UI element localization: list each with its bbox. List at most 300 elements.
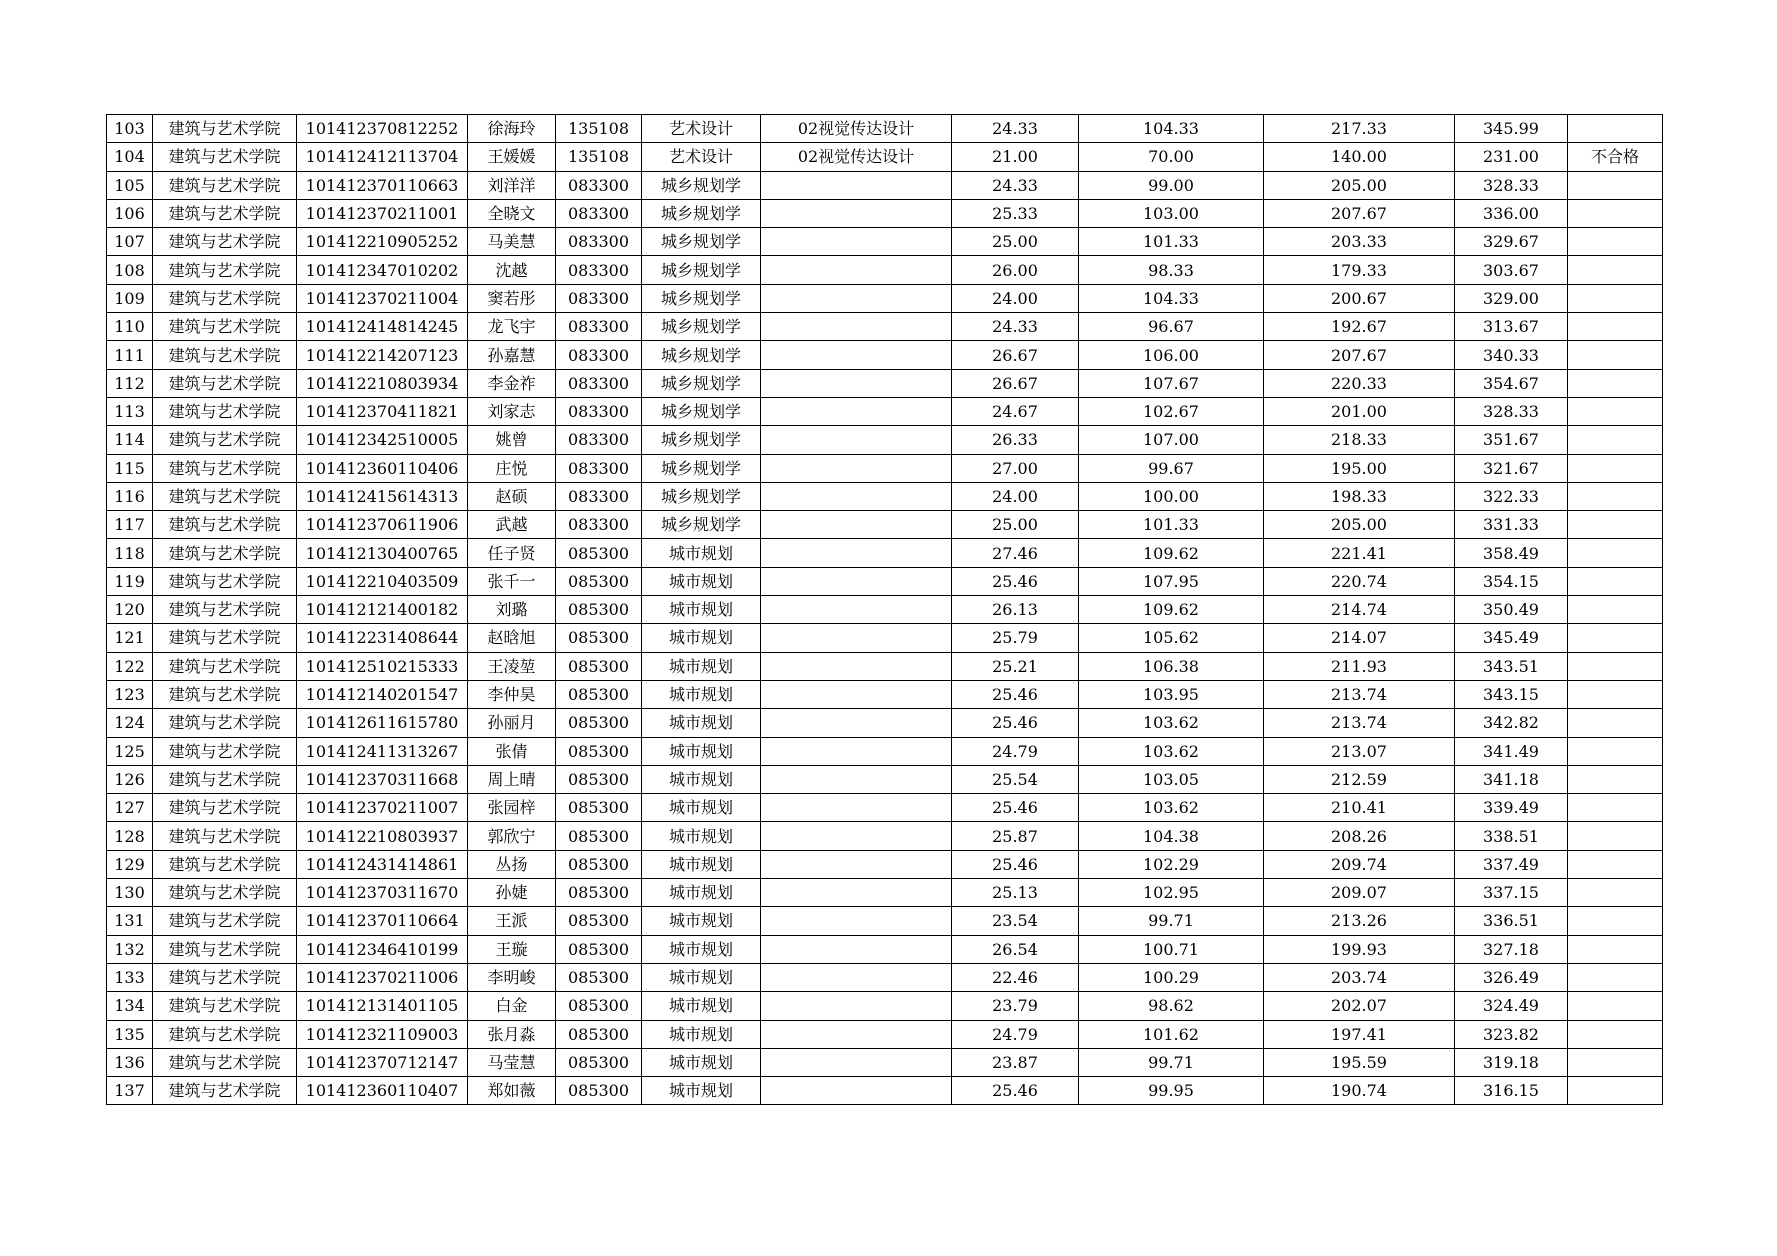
total-score-cell: 358.49 (1455, 539, 1568, 567)
score-2-cell: 99.95 (1079, 1077, 1264, 1105)
exam-id-cell: 101412414814245 (297, 313, 468, 341)
college-cell: 建筑与艺术学院 (153, 822, 297, 850)
score-3-cell: 198.33 (1264, 482, 1455, 510)
major-code-cell: 085300 (556, 652, 642, 680)
score-2-cell: 103.05 (1079, 765, 1264, 793)
name-cell: 刘洋洋 (468, 171, 556, 199)
table-row (107, 228, 1663, 256)
score-1-cell: 25.46 (952, 794, 1079, 822)
research-direction-cell (761, 794, 952, 822)
college-cell: 建筑与艺术学院 (153, 1020, 297, 1048)
major-name-cell: 城乡规划学 (642, 369, 761, 397)
score-3-cell: 220.33 (1264, 369, 1455, 397)
row-number-cell: 108 (107, 256, 153, 284)
exam-id-cell: 101412370211006 (297, 963, 468, 991)
table-row (107, 567, 1663, 595)
major-code-cell: 085300 (556, 596, 642, 624)
name-cell: 窦若彤 (468, 284, 556, 312)
score-2-cell: 96.67 (1079, 313, 1264, 341)
major-code-cell: 085300 (556, 794, 642, 822)
exam-id-cell: 101412360110406 (297, 454, 468, 482)
research-direction-cell: 02视觉传达设计 (761, 143, 952, 171)
score-2-cell: 101.33 (1079, 228, 1264, 256)
score-1-cell: 26.54 (952, 935, 1079, 963)
score-3-cell: 209.74 (1264, 850, 1455, 878)
total-score-cell: 341.49 (1455, 737, 1568, 765)
total-score-cell: 354.15 (1455, 567, 1568, 595)
row-number-cell: 111 (107, 341, 153, 369)
total-score-cell: 321.67 (1455, 454, 1568, 482)
remark-cell (1568, 341, 1663, 369)
name-cell: 庄悦 (468, 454, 556, 482)
total-score-cell: 337.15 (1455, 879, 1568, 907)
row-number-cell: 105 (107, 171, 153, 199)
major-code-cell: 085300 (556, 822, 642, 850)
total-score-cell: 331.33 (1455, 511, 1568, 539)
total-score-cell: 329.67 (1455, 228, 1568, 256)
major-name-cell: 城乡规划学 (642, 454, 761, 482)
major-code-cell: 135108 (556, 143, 642, 171)
exam-id-cell: 101412510215333 (297, 652, 468, 680)
college-cell: 建筑与艺术学院 (153, 171, 297, 199)
exam-id-cell: 101412131401105 (297, 992, 468, 1020)
major-name-cell: 城市规划 (642, 709, 761, 737)
score-2-cell: 109.62 (1079, 596, 1264, 624)
research-direction-cell (761, 228, 952, 256)
major-code-cell: 083300 (556, 511, 642, 539)
score-1-cell: 25.46 (952, 680, 1079, 708)
table-row (107, 680, 1663, 708)
major-name-cell: 城市规划 (642, 963, 761, 991)
total-score-cell: 231.00 (1455, 143, 1568, 171)
research-direction-cell (761, 511, 952, 539)
score-3-cell: 211.93 (1264, 652, 1455, 680)
table-row (107, 963, 1663, 991)
remark-cell (1568, 1077, 1663, 1105)
exam-id-cell: 101412231408644 (297, 624, 468, 652)
total-score-cell: 319.18 (1455, 1048, 1568, 1076)
major-name-cell: 城乡规划学 (642, 228, 761, 256)
total-score-cell: 328.33 (1455, 171, 1568, 199)
exam-id-cell: 101412412113704 (297, 143, 468, 171)
table-row (107, 454, 1663, 482)
remark-cell (1568, 539, 1663, 567)
score-table (106, 114, 1663, 1105)
score-1-cell: 23.87 (952, 1048, 1079, 1076)
score-2-cell: 103.62 (1079, 709, 1264, 737)
research-direction-cell (761, 596, 952, 624)
research-direction-cell (761, 369, 952, 397)
total-score-cell: 303.67 (1455, 256, 1568, 284)
score-2-cell: 102.29 (1079, 850, 1264, 878)
major-name-cell: 城市规划 (642, 624, 761, 652)
name-cell: 孙婕 (468, 879, 556, 907)
score-1-cell: 26.33 (952, 426, 1079, 454)
score-3-cell: 213.26 (1264, 907, 1455, 935)
row-number-cell: 119 (107, 567, 153, 595)
score-2-cell: 70.00 (1079, 143, 1264, 171)
name-cell: 周上晴 (468, 765, 556, 793)
major-name-cell: 城乡规划学 (642, 482, 761, 510)
score-2-cell: 100.29 (1079, 963, 1264, 991)
name-cell: 沈越 (468, 256, 556, 284)
total-score-cell: 342.82 (1455, 709, 1568, 737)
college-cell: 建筑与艺术学院 (153, 935, 297, 963)
row-number-cell: 110 (107, 313, 153, 341)
total-score-cell: 329.00 (1455, 284, 1568, 312)
name-cell: 武越 (468, 511, 556, 539)
college-cell: 建筑与艺术学院 (153, 624, 297, 652)
score-1-cell: 25.87 (952, 822, 1079, 850)
total-score-cell: 336.51 (1455, 907, 1568, 935)
name-cell: 马莹慧 (468, 1048, 556, 1076)
college-cell: 建筑与艺术学院 (153, 992, 297, 1020)
score-2-cell: 109.62 (1079, 539, 1264, 567)
name-cell: 李明峻 (468, 963, 556, 991)
table-row (107, 850, 1663, 878)
table-row (107, 341, 1663, 369)
name-cell: 姚曾 (468, 426, 556, 454)
score-2-cell: 98.33 (1079, 256, 1264, 284)
major-name-cell: 城乡规划学 (642, 171, 761, 199)
score-2-cell: 98.62 (1079, 992, 1264, 1020)
score-1-cell: 26.13 (952, 596, 1079, 624)
college-cell: 建筑与艺术学院 (153, 284, 297, 312)
major-code-cell: 083300 (556, 171, 642, 199)
college-cell: 建筑与艺术学院 (153, 850, 297, 878)
score-2-cell: 104.33 (1079, 115, 1264, 143)
score-1-cell: 21.00 (952, 143, 1079, 171)
exam-id-cell: 101412370812252 (297, 115, 468, 143)
major-name-cell: 城市规划 (642, 850, 761, 878)
score-2-cell: 104.38 (1079, 822, 1264, 850)
major-code-cell: 083300 (556, 228, 642, 256)
name-cell: 赵晗旭 (468, 624, 556, 652)
score-2-cell: 104.33 (1079, 284, 1264, 312)
remark-cell (1568, 482, 1663, 510)
major-code-cell: 083300 (556, 341, 642, 369)
remark-cell (1568, 511, 1663, 539)
score-3-cell: 140.00 (1264, 143, 1455, 171)
table-body (107, 115, 1663, 1105)
score-3-cell: 203.74 (1264, 963, 1455, 991)
name-cell: 王璇 (468, 935, 556, 963)
major-name-cell: 城市规划 (642, 1020, 761, 1048)
score-1-cell: 25.46 (952, 1077, 1079, 1105)
score-3-cell: 190.74 (1264, 1077, 1455, 1105)
name-cell: 徐海玲 (468, 115, 556, 143)
table-row (107, 397, 1663, 425)
table-row (107, 511, 1663, 539)
row-number-cell: 115 (107, 454, 153, 482)
remark-cell (1568, 426, 1663, 454)
score-3-cell: 220.74 (1264, 567, 1455, 595)
research-direction-cell (761, 992, 952, 1020)
table-row (107, 822, 1663, 850)
major-name-cell: 艺术设计 (642, 143, 761, 171)
name-cell: 丛扬 (468, 850, 556, 878)
name-cell: 李仲昊 (468, 680, 556, 708)
score-2-cell: 107.00 (1079, 426, 1264, 454)
exam-id-cell: 101412130400765 (297, 539, 468, 567)
exam-id-cell: 101412370311668 (297, 765, 468, 793)
research-direction-cell (761, 454, 952, 482)
remark-cell (1568, 397, 1663, 425)
row-number-cell: 120 (107, 596, 153, 624)
remark-cell (1568, 567, 1663, 595)
remark-cell (1568, 737, 1663, 765)
row-number-cell: 123 (107, 680, 153, 708)
research-direction-cell (761, 1048, 952, 1076)
total-score-cell: 351.67 (1455, 426, 1568, 454)
name-cell: 张倩 (468, 737, 556, 765)
score-3-cell: 217.33 (1264, 115, 1455, 143)
exam-id-cell: 101412121400182 (297, 596, 468, 624)
score-3-cell: 195.00 (1264, 454, 1455, 482)
total-score-cell: 345.49 (1455, 624, 1568, 652)
major-name-cell: 城乡规划学 (642, 313, 761, 341)
table-row (107, 992, 1663, 1020)
table-row (107, 596, 1663, 624)
table-row (107, 284, 1663, 312)
major-code-cell: 085300 (556, 624, 642, 652)
row-number-cell: 135 (107, 1020, 153, 1048)
name-cell: 龙飞宇 (468, 313, 556, 341)
major-code-cell: 083300 (556, 426, 642, 454)
exam-id-cell: 101412431414861 (297, 850, 468, 878)
major-name-cell: 城市规划 (642, 794, 761, 822)
score-1-cell: 27.00 (952, 454, 1079, 482)
major-name-cell: 城乡规划学 (642, 284, 761, 312)
table-row (107, 765, 1663, 793)
major-name-cell: 城市规划 (642, 822, 761, 850)
score-1-cell: 24.00 (952, 284, 1079, 312)
name-cell: 孙嘉慧 (468, 341, 556, 369)
table-row (107, 794, 1663, 822)
research-direction-cell (761, 199, 952, 227)
exam-id-cell: 101412370411821 (297, 397, 468, 425)
score-1-cell: 23.79 (952, 992, 1079, 1020)
college-cell: 建筑与艺术学院 (153, 341, 297, 369)
score-3-cell: 213.74 (1264, 680, 1455, 708)
college-cell: 建筑与艺术学院 (153, 115, 297, 143)
research-direction-cell (761, 1077, 952, 1105)
score-2-cell: 99.71 (1079, 1048, 1264, 1076)
table-row (107, 171, 1663, 199)
table-row (107, 426, 1663, 454)
college-cell: 建筑与艺术学院 (153, 397, 297, 425)
score-1-cell: 23.54 (952, 907, 1079, 935)
score-3-cell: 213.07 (1264, 737, 1455, 765)
score-3-cell: 212.59 (1264, 765, 1455, 793)
score-1-cell: 25.46 (952, 850, 1079, 878)
exam-id-cell: 101412210403509 (297, 567, 468, 595)
college-cell: 建筑与艺术学院 (153, 313, 297, 341)
row-number-cell: 126 (107, 765, 153, 793)
research-direction-cell (761, 907, 952, 935)
table-row (107, 539, 1663, 567)
major-code-cell: 083300 (556, 454, 642, 482)
name-cell: 孙丽月 (468, 709, 556, 737)
college-cell: 建筑与艺术学院 (153, 482, 297, 510)
table-row (107, 907, 1663, 935)
major-name-cell: 艺术设计 (642, 115, 761, 143)
major-code-cell: 083300 (556, 284, 642, 312)
table-row (107, 143, 1663, 171)
remark-cell (1568, 284, 1663, 312)
major-name-cell: 城市规划 (642, 737, 761, 765)
row-number-cell: 122 (107, 652, 153, 680)
score-1-cell: 24.33 (952, 171, 1079, 199)
college-cell: 建筑与艺术学院 (153, 228, 297, 256)
row-number-cell: 121 (107, 624, 153, 652)
remark-cell (1568, 1020, 1663, 1048)
table-row (107, 737, 1663, 765)
exam-id-cell: 101412210803934 (297, 369, 468, 397)
total-score-cell: 323.82 (1455, 1020, 1568, 1048)
score-1-cell: 25.00 (952, 228, 1079, 256)
row-number-cell: 113 (107, 397, 153, 425)
exam-id-cell: 101412321109003 (297, 1020, 468, 1048)
exam-id-cell: 101412370110664 (297, 907, 468, 935)
remark-cell (1568, 624, 1663, 652)
name-cell: 郑如薇 (468, 1077, 556, 1105)
score-1-cell: 24.00 (952, 482, 1079, 510)
exam-id-cell: 101412342510005 (297, 426, 468, 454)
row-number-cell: 129 (107, 850, 153, 878)
college-cell: 建筑与艺术学院 (153, 511, 297, 539)
remark-cell (1568, 935, 1663, 963)
major-code-cell: 085300 (556, 709, 642, 737)
major-code-cell: 083300 (556, 313, 642, 341)
research-direction-cell (761, 879, 952, 907)
remark-cell (1568, 765, 1663, 793)
score-2-cell: 103.95 (1079, 680, 1264, 708)
table-row (107, 115, 1663, 143)
remark-cell (1568, 794, 1663, 822)
research-direction-cell (761, 652, 952, 680)
score-3-cell: 207.67 (1264, 341, 1455, 369)
research-direction-cell (761, 624, 952, 652)
score-3-cell: 221.41 (1264, 539, 1455, 567)
major-code-cell: 083300 (556, 482, 642, 510)
name-cell: 王派 (468, 907, 556, 935)
total-score-cell: 354.67 (1455, 369, 1568, 397)
score-2-cell: 101.62 (1079, 1020, 1264, 1048)
score-1-cell: 24.79 (952, 1020, 1079, 1048)
major-name-cell: 城乡规划学 (642, 256, 761, 284)
row-number-cell: 118 (107, 539, 153, 567)
remark-cell (1568, 879, 1663, 907)
total-score-cell: 336.00 (1455, 199, 1568, 227)
score-1-cell: 25.00 (952, 511, 1079, 539)
name-cell: 刘璐 (468, 596, 556, 624)
score-2-cell: 105.62 (1079, 624, 1264, 652)
major-code-cell: 085300 (556, 765, 642, 793)
name-cell: 王媛媛 (468, 143, 556, 171)
score-2-cell: 102.95 (1079, 879, 1264, 907)
college-cell: 建筑与艺术学院 (153, 652, 297, 680)
total-score-cell: 322.33 (1455, 482, 1568, 510)
research-direction-cell (761, 680, 952, 708)
score-3-cell: 192.67 (1264, 313, 1455, 341)
college-cell: 建筑与艺术学院 (153, 907, 297, 935)
score-2-cell: 107.67 (1079, 369, 1264, 397)
table-row (107, 935, 1663, 963)
row-number-cell: 132 (107, 935, 153, 963)
college-cell: 建筑与艺术学院 (153, 199, 297, 227)
score-1-cell: 26.67 (952, 369, 1079, 397)
major-name-cell: 城市规划 (642, 879, 761, 907)
major-code-cell: 085300 (556, 879, 642, 907)
score-3-cell: 207.67 (1264, 199, 1455, 227)
major-name-cell: 城市规划 (642, 992, 761, 1020)
major-code-cell: 085300 (556, 737, 642, 765)
major-name-cell: 城乡规划学 (642, 199, 761, 227)
score-1-cell: 25.13 (952, 879, 1079, 907)
score-1-cell: 22.46 (952, 963, 1079, 991)
research-direction-cell (761, 341, 952, 369)
remark-cell (1568, 850, 1663, 878)
college-cell: 建筑与艺术学院 (153, 539, 297, 567)
major-code-cell: 085300 (556, 992, 642, 1020)
major-code-cell: 085300 (556, 1020, 642, 1048)
table-row (107, 256, 1663, 284)
research-direction-cell (761, 709, 952, 737)
score-2-cell: 102.67 (1079, 397, 1264, 425)
remark-cell (1568, 680, 1663, 708)
remark-cell (1568, 199, 1663, 227)
research-direction-cell: 02视觉传达设计 (761, 115, 952, 143)
score-1-cell: 24.79 (952, 737, 1079, 765)
row-number-cell: 112 (107, 369, 153, 397)
table-row (107, 199, 1663, 227)
row-number-cell: 109 (107, 284, 153, 312)
exam-id-cell: 101412210905252 (297, 228, 468, 256)
college-cell: 建筑与艺术学院 (153, 963, 297, 991)
total-score-cell: 326.49 (1455, 963, 1568, 991)
remark-cell (1568, 454, 1663, 482)
row-number-cell: 127 (107, 794, 153, 822)
score-2-cell: 103.62 (1079, 737, 1264, 765)
score-1-cell: 24.33 (952, 313, 1079, 341)
table-row (107, 1077, 1663, 1105)
total-score-cell: 327.18 (1455, 935, 1568, 963)
score-1-cell: 25.46 (952, 709, 1079, 737)
score-3-cell: 203.33 (1264, 228, 1455, 256)
name-cell: 郭欣宁 (468, 822, 556, 850)
score-2-cell: 107.95 (1079, 567, 1264, 595)
remark-cell (1568, 369, 1663, 397)
total-score-cell: 341.18 (1455, 765, 1568, 793)
row-number-cell: 137 (107, 1077, 153, 1105)
row-number-cell: 136 (107, 1048, 153, 1076)
name-cell: 刘家志 (468, 397, 556, 425)
major-code-cell: 085300 (556, 1077, 642, 1105)
score-3-cell: 200.67 (1264, 284, 1455, 312)
remark-cell (1568, 171, 1663, 199)
major-code-cell: 085300 (556, 935, 642, 963)
remark-cell (1568, 963, 1663, 991)
total-score-cell: 324.49 (1455, 992, 1568, 1020)
remark-cell (1568, 115, 1663, 143)
score-2-cell: 99.67 (1079, 454, 1264, 482)
score-2-cell: 106.00 (1079, 341, 1264, 369)
research-direction-cell (761, 313, 952, 341)
research-direction-cell (761, 567, 952, 595)
research-direction-cell (761, 426, 952, 454)
remark-cell (1568, 1048, 1663, 1076)
